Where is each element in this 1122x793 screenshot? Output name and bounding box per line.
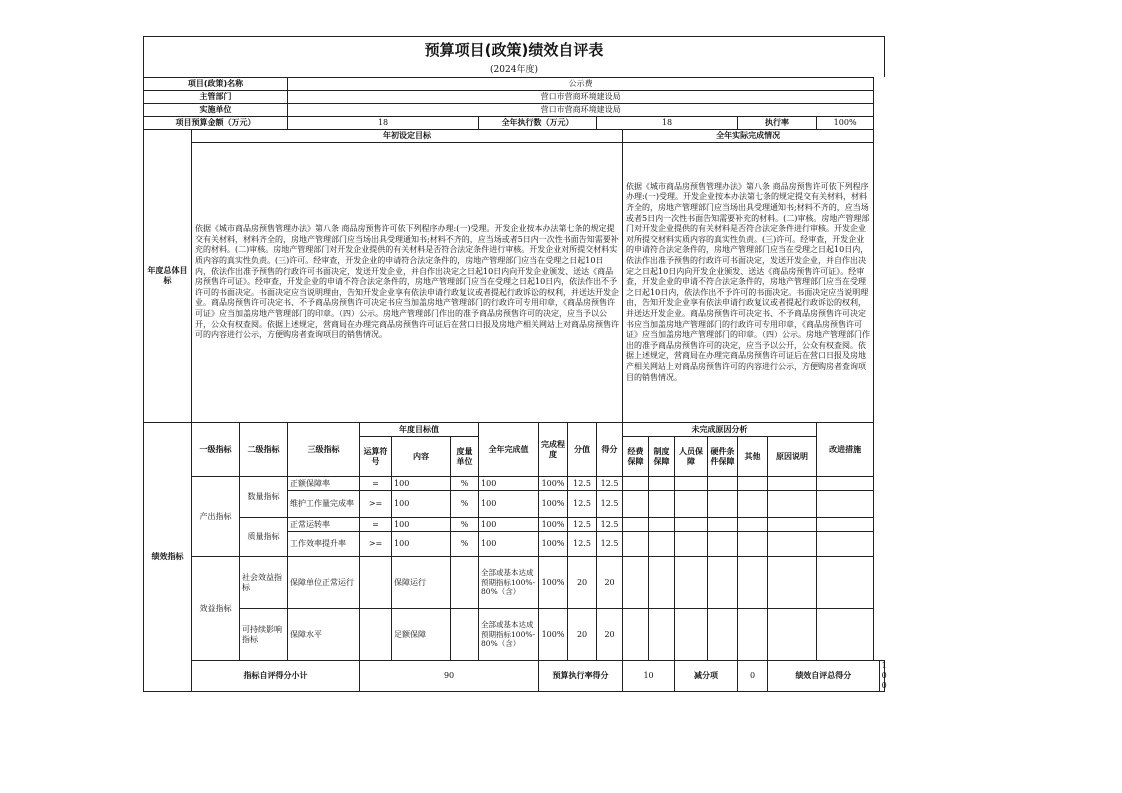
completion-cell: 100% [539, 557, 568, 609]
empty-cell [649, 557, 675, 609]
rate-label: 执行率 [738, 117, 817, 130]
empty-cell [649, 518, 675, 532]
empty-cell [649, 532, 675, 557]
exec-score-label: 预算执行率得分 [539, 661, 623, 692]
actual-cell: 100 [479, 532, 539, 557]
header-reason-fund: 经费保障 [623, 437, 649, 477]
form-year: (2024年度) [143, 63, 885, 77]
operator-cell: >= [360, 491, 392, 518]
unit-label: 实施单位 [144, 104, 288, 117]
unit-cell: % [451, 491, 479, 518]
operator-cell [360, 557, 392, 609]
header-level2: 二级指标 [240, 423, 288, 477]
actual-goal-text: 依据《城市商品房预售管理办法》第八条 商品房预售许可依下列程序办理:(一)受理。开发企业按本办法第七条的规定提交有关材料，材料齐全的，房地产管理部门应当场出具受理通知书;材料不齐的，应当场或者5日内一次性书面告知需要补充的材料。(二)审核。房地产管理部门对开发企业提供的有关材料是否符合法定条件进行审核。开发企业对所提交材料实质内容的真实性负责。(三)许可。经审查，开发企业的申请符合法定条件的，房地产管理部门应当在受理之日起10日内，依法作出准予预售的行政许可书面决定，发送开发企业，并自作出决定之日起10日内向开发企业颁发、送达《商品房预售许可证》。经审查，开发企业的申请不符合法定条件的，房地产管理部门应当在受理之日起10日内，依法作出不予许可的书面决定。书面决定应当说明理由，告知开发企业享有依法申请行政复议或者提起行政诉讼的权利，并送达开发企业。商品房预售许可决定书、不予商品房预售许可决定书应当加盖房地产管理部门的行政许可专用印章，《商品房预售许可证》应当加盖房地产管理部门的印章。（四）公示。房地产管理部门作出的准予商品房预售许可的决定，应当予以公开，公众有权查阅。依据上述规定，营商局在办理完商品房预售许可证后在营口日报及房地产相关网站上对商品房预售许可的内容进行公示，方便购房者查询项目的销售情况。 [623, 143, 874, 423]
score-cell: 12.5 [597, 477, 623, 491]
evaluation-table [143, 77, 885, 692]
annual-goal-label: 年度总体目标 [144, 130, 192, 423]
table-row [144, 477, 885, 491]
empty-cell [649, 491, 675, 518]
perf-section-label: 绩效指标 [144, 423, 192, 692]
header-measures: 改进措施 [817, 423, 874, 477]
empty-cell [768, 532, 817, 557]
level2-cell: 数量指标 [240, 477, 288, 518]
actual-cell: 全部或基本达成预期指标100%-80%（含） [479, 557, 539, 609]
empty-cell [623, 609, 649, 661]
total-score-value: 100 [879, 661, 884, 692]
header-actual: 全年完成值 [479, 423, 539, 477]
unit-cell [451, 557, 479, 609]
score-value-cell: 12.5 [568, 477, 597, 491]
operator-cell: = [360, 477, 392, 491]
header-score-value: 分值 [568, 423, 597, 477]
header-completion: 完成程度 [539, 423, 568, 477]
operator-cell: = [360, 518, 392, 532]
level3-cell: 维护工作量完成率 [288, 491, 360, 518]
level2-cell: 社会效益指标 [240, 557, 288, 609]
empty-cell [623, 491, 649, 518]
empty-cell [675, 518, 708, 532]
score-cell: 20 [597, 609, 623, 661]
empty-cell [738, 532, 768, 557]
score-cell: 12.5 [597, 532, 623, 557]
exec-score-value: 10 [623, 661, 675, 692]
completion-cell: 100% [539, 609, 568, 661]
deduct-value: 0 [738, 661, 768, 692]
header-reason-system: 制度保障 [649, 437, 675, 477]
score-value-cell: 20 [568, 557, 597, 609]
header-unit: 度量单位 [451, 437, 479, 477]
form-title: 预算项目(政策)绩效自评表 [143, 36, 885, 63]
level2-cell: 质量指标 [240, 518, 288, 557]
unit-cell [451, 609, 479, 661]
score-value-cell: 12.5 [568, 518, 597, 532]
empty-cell [817, 491, 874, 518]
content-cell: 保障运行 [392, 557, 451, 609]
exec-label: 全年执行数（万元） [479, 117, 597, 130]
empty-cell [768, 609, 817, 661]
level3-cell: 正额保障率 [288, 477, 360, 491]
output-indicator-label: 产出指标 [192, 477, 240, 557]
table-row [144, 557, 885, 609]
empty-cell [738, 609, 768, 661]
score-cell: 12.5 [597, 518, 623, 532]
empty-cell [738, 477, 768, 491]
exec-value: 18 [597, 117, 738, 130]
empty-cell [768, 557, 817, 609]
unit-value: 营口市营商环境建设局 [288, 104, 874, 117]
level3-cell: 工作效率提升率 [288, 532, 360, 557]
completion-cell: 100% [539, 491, 568, 518]
empty-cell [623, 532, 649, 557]
actual-cell: 全部或基本达成预期指标100%-80%（含） [479, 609, 539, 661]
header-annual-target: 年度目标值 [360, 423, 479, 437]
header-reason-other: 其他 [738, 437, 768, 477]
empty-cell [708, 477, 738, 491]
department-label: 主管部门 [144, 91, 288, 104]
empty-cell [708, 491, 738, 518]
evaluation-sheet [143, 36, 885, 692]
operator-cell: >= [360, 532, 392, 557]
actual-cell: 100 [479, 491, 539, 518]
content-cell: 100 [392, 491, 451, 518]
empty-cell [675, 491, 708, 518]
empty-cell [738, 518, 768, 532]
empty-cell [675, 557, 708, 609]
department-value: 营口市营商环境建设局 [288, 91, 874, 104]
score-cell: 20 [597, 557, 623, 609]
header-reason-analysis: 未完成原因分析 [623, 423, 817, 437]
completion-cell: 100% [539, 532, 568, 557]
empty-cell [649, 609, 675, 661]
empty-cell [708, 518, 738, 532]
unit-cell: % [451, 518, 479, 532]
actual-goal-header: 全年实际完成情况 [623, 130, 874, 143]
level3-cell: 正常运转率 [288, 518, 360, 532]
score-cell: 12.5 [597, 491, 623, 518]
header-operator: 运算符号 [360, 437, 392, 477]
empty-cell [738, 557, 768, 609]
initial-goal-header: 年初设定目标 [192, 130, 623, 143]
content-cell: 100 [392, 477, 451, 491]
empty-cell [817, 557, 874, 609]
content-cell: 足额保障 [392, 609, 451, 661]
empty-cell [817, 518, 874, 532]
unit-cell: % [451, 477, 479, 491]
header-reason-staff: 人员保障 [675, 437, 708, 477]
content-cell: 100 [392, 532, 451, 557]
empty-cell [817, 477, 874, 491]
empty-cell [675, 532, 708, 557]
rate-value: 100% [817, 117, 874, 130]
actual-cell: 100 [479, 518, 539, 532]
initial-goal-text: 依据《城市商品房预售管理办法》第八条 商品房预售许可依下列程序办理:(一)受理。开发企业按本办法第七条的规定提交有关材料，材料齐全的，房地产管理部门应当场出具受理通知书;材料不齐的，应当场或者5日内一次性书面告知需要补充的材料。(二)审核。房地产管理部门对开发企业提供的有关材料是否符合法定条件进行审核。开发企业对所提交材料实质内容的真实性负责。(三)许可。经审查，开发企业的申请符合法定条件的，房地产管理部门应当在受理之日起10日内，依法作出准予预售的行政许可书面决定，发送开发企业，并自作出决定之日起10日内向开发企业颁发、送达《商品房预售许可证》。经审查，开发企业的申请不符合法定条件的，房地产管理部门应当在受理之日起10日内，依法作出不予许可的书面决定。书面决定应当说明理由，告知开发企业享有依法申请行政复议或者提起行政诉讼的权利，并送达开发企业。商品房预售许可决定书、不予商品房预售许可决定书应当加盖房地产管理部门的行政许可专用印章，《商品房预售许可证》应当加盖房地产管理部门的印章。（四）公示。房地产管理部门作出的准予商品房预售许可的决定，应当予以公开，公众有权查阅。依据上述规定，营商局在办理完商品房预售许可证后在营口日报及房地产相关网站上对商品房预售许可的内容进行公示，方便购房者查询项目的销售情况。 [192, 143, 623, 423]
score-value-cell: 12.5 [568, 532, 597, 557]
empty-cell [768, 518, 817, 532]
header-reason-hardware: 硬件条件保障 [708, 437, 738, 477]
empty-cell [623, 518, 649, 532]
header-level1: 一级指标 [192, 423, 240, 477]
empty-cell [708, 557, 738, 609]
budget-value: 18 [288, 117, 479, 130]
header-content: 内容 [392, 437, 451, 477]
score-value-cell: 12.5 [568, 491, 597, 518]
actual-cell: 100 [479, 477, 539, 491]
completion-cell: 100% [539, 477, 568, 491]
empty-cell [817, 532, 874, 557]
empty-cell [675, 609, 708, 661]
level3-cell: 保障单位正常运行 [288, 557, 360, 609]
completion-cell: 100% [539, 518, 568, 532]
table-row [144, 609, 885, 661]
empty-cell [708, 609, 738, 661]
empty-cell [675, 477, 708, 491]
header-score: 得分 [597, 423, 623, 477]
budget-label: 项目预算金额（万元） [144, 117, 288, 130]
level3-cell: 保障水平 [288, 609, 360, 661]
level2-cell: 可持续影响指标 [240, 609, 288, 661]
deduct-label: 减分项 [675, 661, 738, 692]
content-cell: 100 [392, 518, 451, 532]
total-score-label: 绩效自评总得分 [768, 661, 880, 692]
project-name-value: 公示费 [288, 78, 874, 91]
score-value-cell: 20 [568, 609, 597, 661]
empty-cell [623, 557, 649, 609]
empty-cell [708, 532, 738, 557]
empty-cell [768, 477, 817, 491]
self-score-label: 指标自评得分小计 [192, 661, 360, 692]
empty-cell [738, 491, 768, 518]
empty-cell [768, 491, 817, 518]
empty-cell [817, 609, 874, 661]
operator-cell [360, 609, 392, 661]
header-reason-desc: 原因说明 [768, 437, 817, 477]
benefit-indicator-label: 效益指标 [192, 557, 240, 661]
header-level3: 三级指标 [288, 423, 360, 477]
self-score-value: 90 [360, 661, 539, 692]
project-name-label: 项目(政策)名称 [144, 78, 288, 91]
empty-cell [623, 477, 649, 491]
table-row [144, 518, 885, 532]
empty-cell [649, 477, 675, 491]
unit-cell: % [451, 532, 479, 557]
